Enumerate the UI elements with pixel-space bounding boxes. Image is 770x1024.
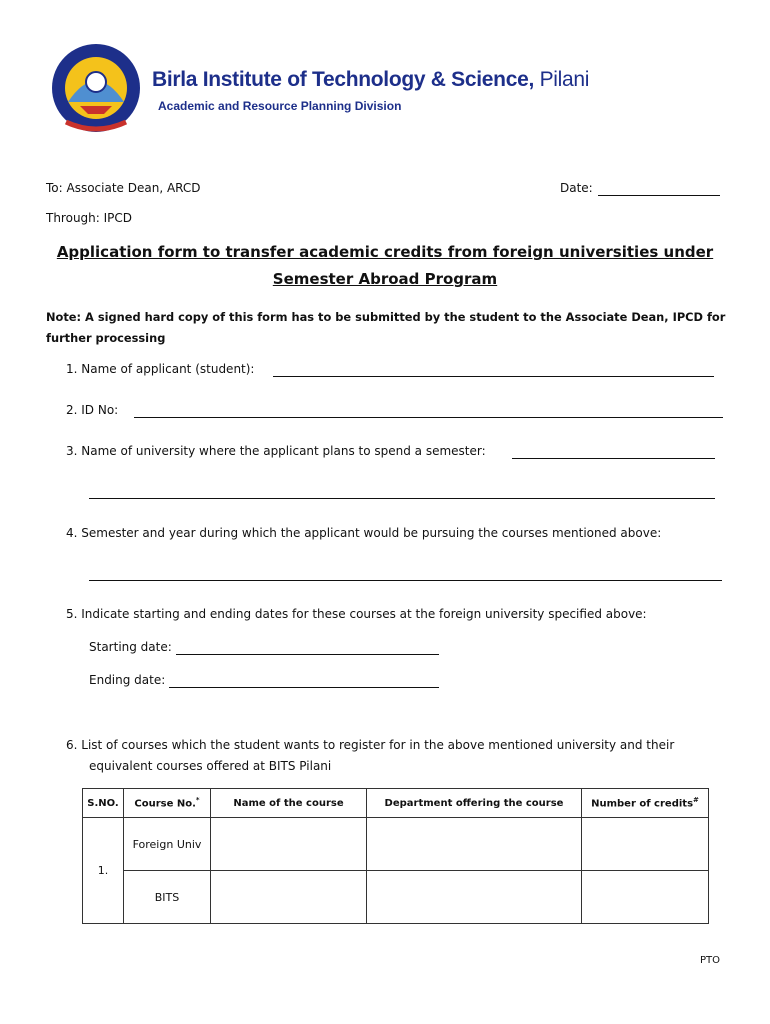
item-university-label: 3. Name of university where the applicant plans to spend a semester: bbox=[66, 444, 486, 458]
ending-date-label: Ending date: bbox=[89, 673, 166, 687]
course-table bbox=[82, 788, 709, 924]
item-courses-label: 6. List of courses which the student wants to register for in the above mentioned university and their bbox=[66, 738, 675, 752]
header-department: Department offering the course bbox=[367, 789, 582, 818]
form-title-line2: Semester Abroad Program bbox=[272, 270, 498, 288]
ending-date-field[interactable] bbox=[169, 687, 439, 688]
starting-date-label: Starting date: bbox=[89, 640, 172, 654]
institute-name-text: Birla Institute of Technology & Science, bbox=[152, 68, 535, 91]
university-field[interactable] bbox=[512, 458, 715, 459]
item-semester-label: 4. Semester and year during which the applicant would be pursuing the courses mentioned above: bbox=[66, 526, 662, 540]
submission-note: Note: A signed hard copy of this form has to be submitted by the student to the Associate Dean, IPCD for further processing bbox=[46, 310, 726, 345]
bits-department-cell[interactable] bbox=[367, 871, 582, 924]
bits-course-name-cell[interactable] bbox=[211, 871, 367, 924]
university-field-line2[interactable] bbox=[89, 498, 715, 499]
header-course-name: Name of the course bbox=[211, 789, 367, 818]
applicant-name-field[interactable] bbox=[273, 376, 714, 377]
header-course-no bbox=[124, 789, 211, 818]
credits-footnote-mark: # bbox=[693, 796, 699, 805]
page-turn-over: PTO bbox=[700, 955, 721, 966]
item-id-label: 2. ID No: bbox=[66, 403, 119, 417]
header-credits-text: Number of credits bbox=[591, 798, 694, 810]
table-row bbox=[83, 818, 709, 871]
course-no-footnote-mark: * bbox=[195, 796, 200, 805]
foreign-univ-label: Foreign Univ bbox=[124, 818, 211, 871]
foreign-course-name-cell[interactable] bbox=[211, 818, 367, 871]
item-applicant-name-label: 1. Name of applicant (student): bbox=[66, 362, 255, 376]
date-field[interactable] bbox=[598, 195, 720, 196]
item-courses-label-cont: equivalent courses offered at BITS Pilani bbox=[89, 759, 332, 773]
header-course-no-text: Course No. bbox=[134, 798, 196, 810]
date-label: Date: bbox=[560, 181, 593, 195]
institute-name bbox=[152, 68, 589, 92]
to-line: To: Associate Dean, ARCD bbox=[46, 181, 201, 195]
item-dates-label: 5. Indicate starting and ending dates for these courses at the foreign university specified above: bbox=[66, 607, 647, 621]
institute-logo bbox=[46, 40, 146, 140]
foreign-department-cell[interactable] bbox=[367, 818, 582, 871]
id-field[interactable] bbox=[134, 417, 723, 418]
bits-credits-cell[interactable] bbox=[582, 871, 709, 924]
header-sno: S.NO. bbox=[83, 789, 124, 818]
through-line: Through: IPCD bbox=[46, 211, 133, 225]
table-header-row bbox=[83, 789, 709, 818]
foreign-credits-cell[interactable] bbox=[582, 818, 709, 871]
row-number: 1. bbox=[83, 818, 124, 924]
form-title-line1: Application form to transfer academic credits from foreign universities under bbox=[56, 243, 714, 261]
semester-field[interactable] bbox=[89, 580, 722, 581]
division-name: Academic and Resource Planning Division bbox=[158, 99, 402, 113]
bits-label: BITS bbox=[124, 871, 211, 924]
header-credits bbox=[582, 789, 709, 818]
institute-location: Pilani bbox=[539, 68, 590, 91]
table-row bbox=[83, 871, 709, 924]
starting-date-field[interactable] bbox=[176, 654, 439, 655]
